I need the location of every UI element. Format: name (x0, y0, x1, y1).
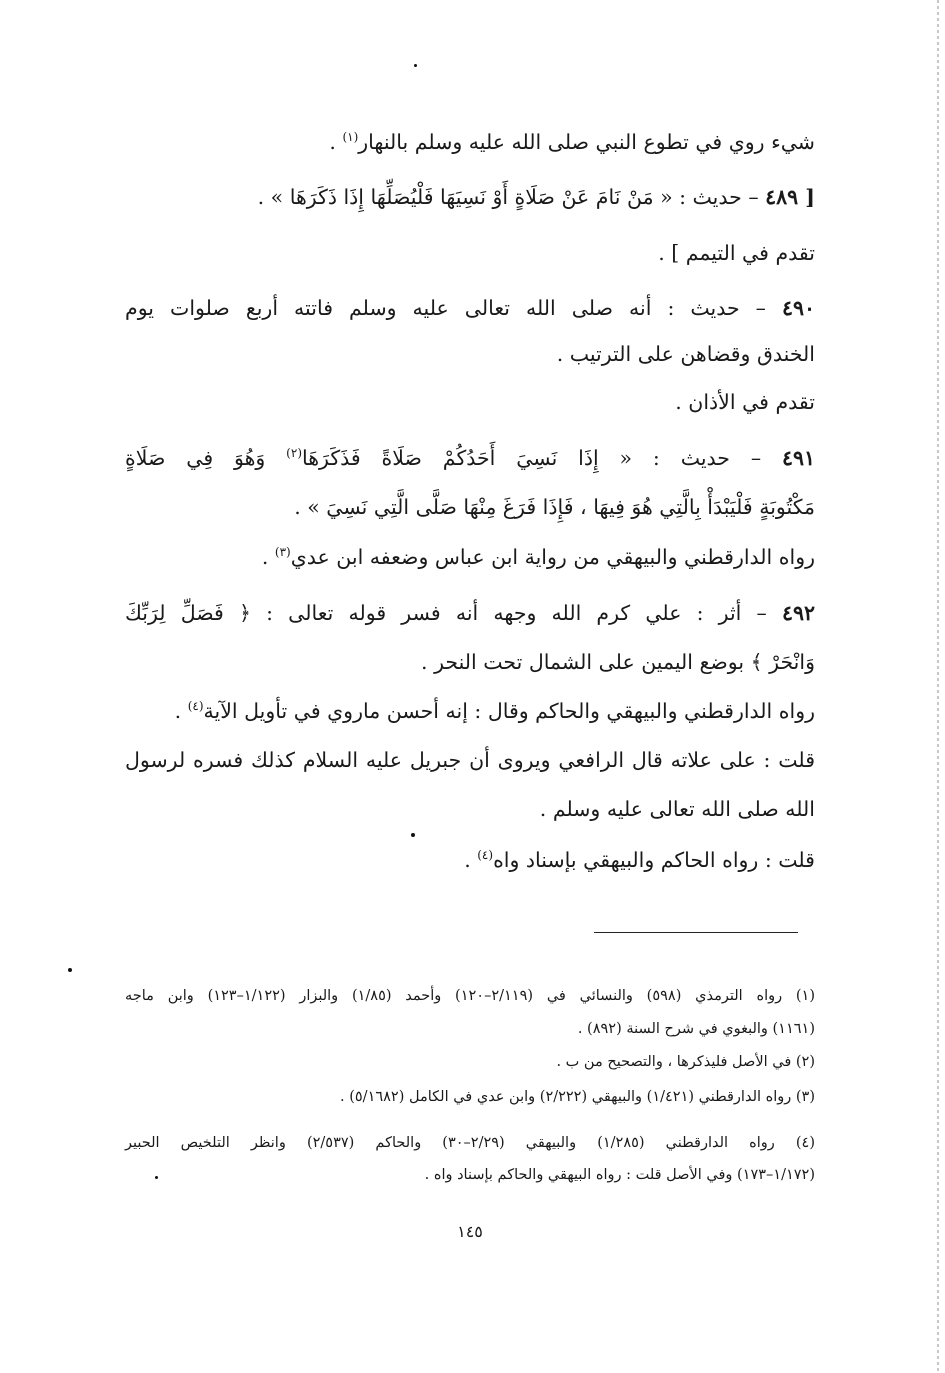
hadith-number: ٤٩٠ (781, 296, 815, 320)
body-line-1: شيء روي في تطوع النبي صلى الله عليه وسلم بالنهار$^{(١)}$ . (329, 130, 815, 154)
hadith-number: ٤٩١ (781, 446, 815, 470)
scan-speck (68, 968, 72, 972)
body-line-14: الله صلى الله تعالى عليه وسلم . (539, 797, 815, 821)
hadith-490-line: ٤٩٠ – حديث : أنه صلى الله تعالى عليه وسلم فاتته أربع صلوات يوم (125, 296, 815, 320)
footnote-ref: (٢) (286, 446, 302, 460)
body-line-15: قلت : رواه الحاكم والبيهقي بإسناد واه$^{(٤)}$ . (464, 848, 815, 872)
hadith-number: [ ٤٨٩ (765, 185, 815, 209)
body-line-5: الخندق وقضاهن على الترتيب . (556, 342, 815, 366)
hadith-489-line: [ ٤٨٩ – حديث : « مَنْ نَامَ عَنْ صَلَاةٍ أَوْ نَسِيَهَا فَلْيُصَلِّهَا إِذَا ذَكَرَهَا » . (257, 185, 815, 209)
body-line-6: تقدم في الأذان . (675, 390, 815, 414)
hadith-491-line: ٤٩١ – حديث : « إِذَا نَسِيَ أَحَدُكُمْ صَلَاةً فَذَكَرَهَا$^{(٢)}$ وَهُوَ فِي صَلَاةٍ (125, 446, 815, 470)
hadith-number: ٤٩٢ (781, 601, 815, 625)
scan-edge-line (937, 0, 939, 1373)
body-line-13: قلت : على علاته قال الرافعي ويروى أن جبريل عليه السلام كذلك فسره لرسول (125, 748, 815, 772)
scan-speck (411, 833, 415, 837)
body-line-11: وَانْحَرْ ﴾ بوضع اليمين على الشمال تحت النحر . (421, 650, 815, 674)
footnote-3: (٣) رواه الدارقطني (١/٤٢١) والبيهقي (٢/٢٢٢) وابن عدي في الكامل (٥/١٦٨٢) . (340, 1089, 815, 1105)
page-number: ١٤٥ (457, 1222, 483, 1241)
body-line-9: رواه الدارقطني والبيهقي من رواية ابن عباس وضعفه ابن عدي$^{(٣)}$ . (261, 545, 815, 569)
footnote-1a: (١) رواه الترمذي (٥٩٨) والنسائي في (٢/١١٩–١٢٠) وأحمد (١/٨٥) والبزار (١/١٢٢–١٢٣) وابن ماجه (125, 988, 815, 1004)
footnote-separator (594, 932, 798, 933)
body-line-12: رواه الدارقطني والبيهقي والحاكم وقال : إنه أحسن ماروي في تأويل الآية$^{(٤)}$ . (174, 699, 815, 723)
footnote-ref: (٤) (187, 699, 204, 713)
body-line-3: تقدم في التيمم ] . (658, 241, 815, 265)
body-line-8: مَكْتُوبَةٍ فَلْيَبْدَأْ بِالَّتِي هُوَ فِيهَا ، فَإِذَا فَرَغَ مِنْهَا صَلَّى الَّتِي نَسِيَ » . (294, 495, 815, 519)
athar-492-line: ٤٩٢ – أثر : علي كرم الله وجهه أنه فسر قوله تعالى : ﴿ فَصَلِّ لِرَبِّكَ (125, 601, 815, 625)
footnote-4a: (٤) رواه الدارقطني (١/٢٨٥) والبيهقي (٢/٢٩–٣٠) والحاكم (٢/٥٣٧) وانظر التلخيص الحبير (125, 1135, 815, 1151)
footnote-ref: (٣) (274, 545, 291, 559)
footnote-1b: (١١٦١) والبغوي في شرح السنة (٨٩٢) . (577, 1021, 815, 1037)
footnote-ref: (١) (342, 130, 359, 144)
footnote-2: (٢) في الأصل فليذكرها ، والتصحيح من ب . (556, 1054, 815, 1070)
scan-speck (414, 64, 417, 67)
scan-speck (155, 1176, 158, 1179)
footnote-ref: (٤) (477, 848, 494, 862)
footnote-4b: (١/١٧٢–١٧٣) وفي الأصل قلت : رواه البيهقي والحاكم بإسناد واه . (424, 1167, 815, 1183)
